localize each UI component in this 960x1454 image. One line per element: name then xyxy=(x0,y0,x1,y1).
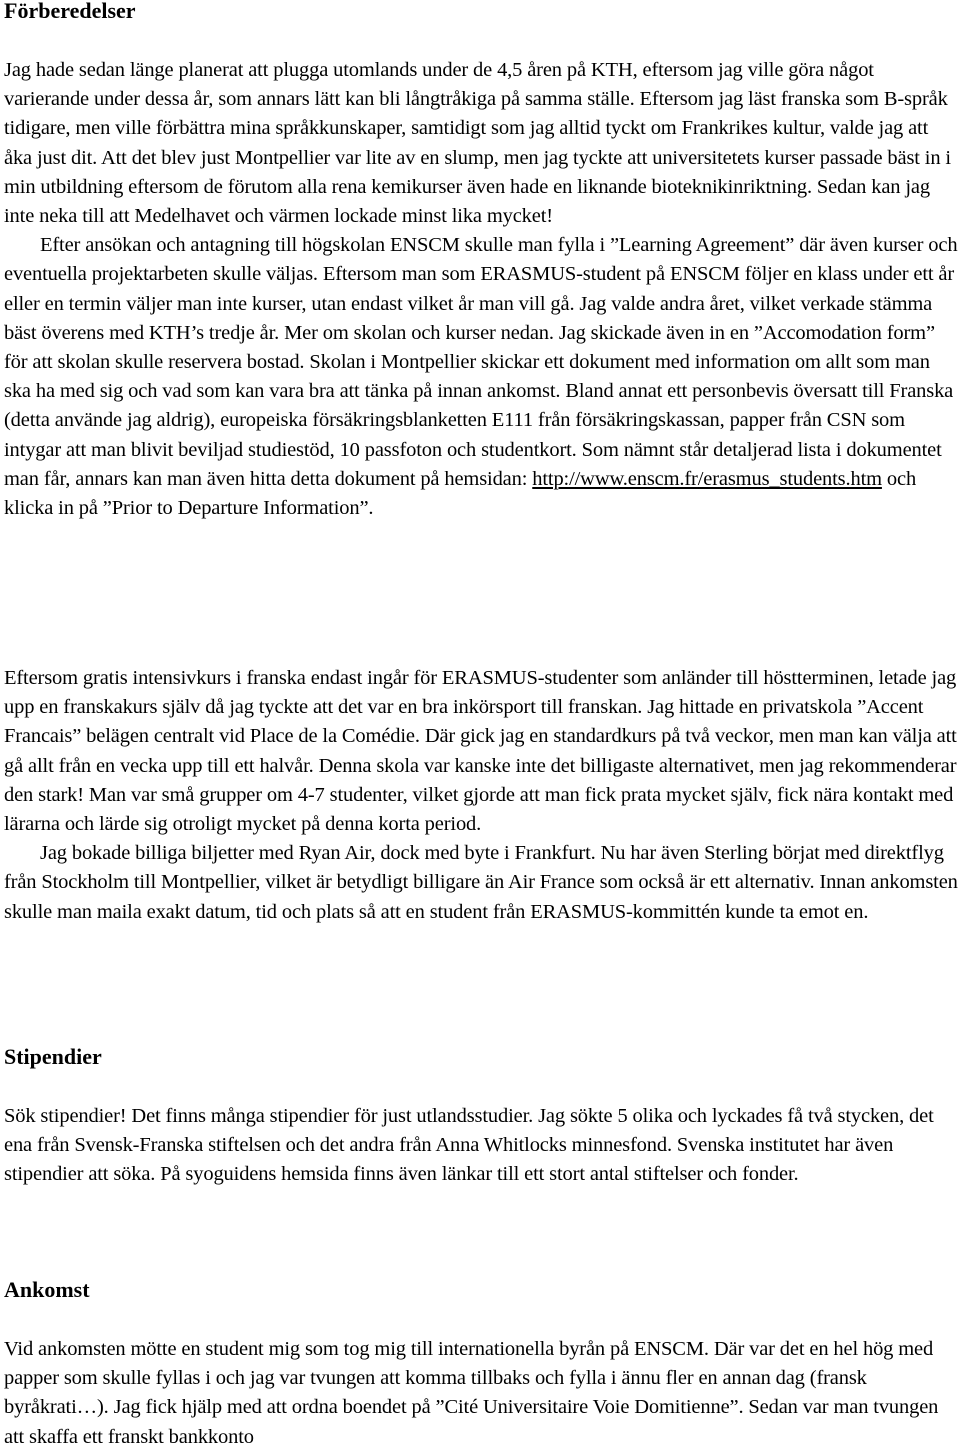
scholarships-paragraph: Sök stipendier! Det finns många stipendier för just utlandsstudier. Jag sökte 5 olika och lyckades få två stycken, det ena från Svensk-Franska stiftelsen och det andra från Anna Whitlocks minnesfond. Svenska institutet har även stipendier att söka. På syoguidens hemsida finns även länkar till ett stort antal stiftelser och fonder. xyxy=(4,1105,934,1186)
preparations-text-c: och klicka in på ”Prior to Departure Information”. xyxy=(4,467,917,520)
section-title-preparations: Förberedelser xyxy=(4,0,136,23)
preparations-text-a: Jag hade sedan länge planerat att plugga utomlands under de 4,5 åren på KTH, eftersom jag ville göra något varierande under dessa år, som annars lätt kan bli långtråkiga på samma ställe. Eftersom jag läst franska som B-språk tidigare, men ville förbättra mina språkkunskaper, samtidigt som jag alltid tyckt om Frankrikes kultur, valde jag att åka just dit. Att det blev just Montpellier var lite av en slump, men jag tyckte att universitetets kurser passade bäst in i min utbildning eftersom de förutom alla rena kemikurser även hade en liknande bioteknikinriktning. Sedan kan jag inte neka till att Medelhavet och värmen lockade minst lika mycket! xyxy=(4,59,951,228)
preparations-paragraph-1 xyxy=(4,56,960,523)
enscm-erasmus-link[interactable]: http://www.enscm.fr/erasmus_students.htm xyxy=(532,467,882,490)
preparations-text-d: Eftersom gratis intensivkurs i franska endast ingår för ERASMUS-studenter som anländer till höstterminen, letade jag upp en franskakurs själv då jag tyckte att det var en bra inkörsport till franskan. Jag hittade en privatskola ”Accent Francais” belägen centralt vid Place de la Comédie. Där gick jag en standardkurs på två veckor, men man kan välja att gå allt från en vecka upp till ett halvår. Denna skola var kanske inte det billigaste alternativet, men jag rekommenderar den stark! Man var små grupper om 4-7 studenter, vilket gjorde att man fick prata mycket själv, fick nära kontakt med lärarna och lärde sig otroligt mycket på denna korta period. xyxy=(4,667,957,836)
section-title-arrival: Ankomst xyxy=(4,1277,90,1302)
section-title-scholarships: Stipendier xyxy=(4,1044,102,1069)
arrival-paragraph: Vid ankomsten mötte en student mig som tog mig till internationella byrån på ENSCM. Där var det en hel hög med papper som skulle fyllas i och jag var tvungen att komma tillbaks och fylla i ännu fler en annan dag (fransk byråkrati…). Jag fick hjälp med att ordna boendet på ”Cité Universitaire Voie Domitienne”. Sedan var man tvungen att skaffa ett franskt bankkonto xyxy=(4,1338,939,1448)
preparations-text-b: Efter ansökan och antagning till högskolan ENSCM skulle man fylla i ”Learning Agreement” där även kurser och eventuella projektarbeten skulle väljas. Eftersom man som ERASMUS-student på ENSCM följer en klass under ett år eller en termin väljer man inte kurser, utan endast vilket år man vill gå. Jag valde andra året, vilket verkade stämma bäst överens med KTH’s tredje år. Mer om skolan och kurser nedan. Jag skickade även in en ”Accomodation form” för att skolan skulle reservera bostad. Skolan i Montpellier skickar ett dokument med information om allt som man ska ha med sig och vad som kan vara bra att tänka på innan ankomst. Bland annat ett personbevis översatt till Franska (detta använde jag aldrig), europeiska försäkringsblanketten E111 från försäkringskassan, papper från CSN som intygar att man blivit beviljad studiestöd, 10 passfoton och studentkort. Som nämnt står detaljerad lista i dokumentet man får, annars kan man även hitta detta dokument på hemsidan: xyxy=(4,234,958,490)
preparations-paragraph-2 xyxy=(4,664,960,927)
preparations-text-e: Jag bokade billiga biljetter med Ryan Air, dock med byte i Frankfurt. Nu har även Sterling börjat med direktflyg från Stockholm till Montpellier, vilket är betydligt billigare än Air France som också är ett alternativ. Innan ankomsten skulle man maila exakt datum, tid och plats så att en student från ERASMUS-kommittén kunde ta emot en. xyxy=(4,842,958,923)
